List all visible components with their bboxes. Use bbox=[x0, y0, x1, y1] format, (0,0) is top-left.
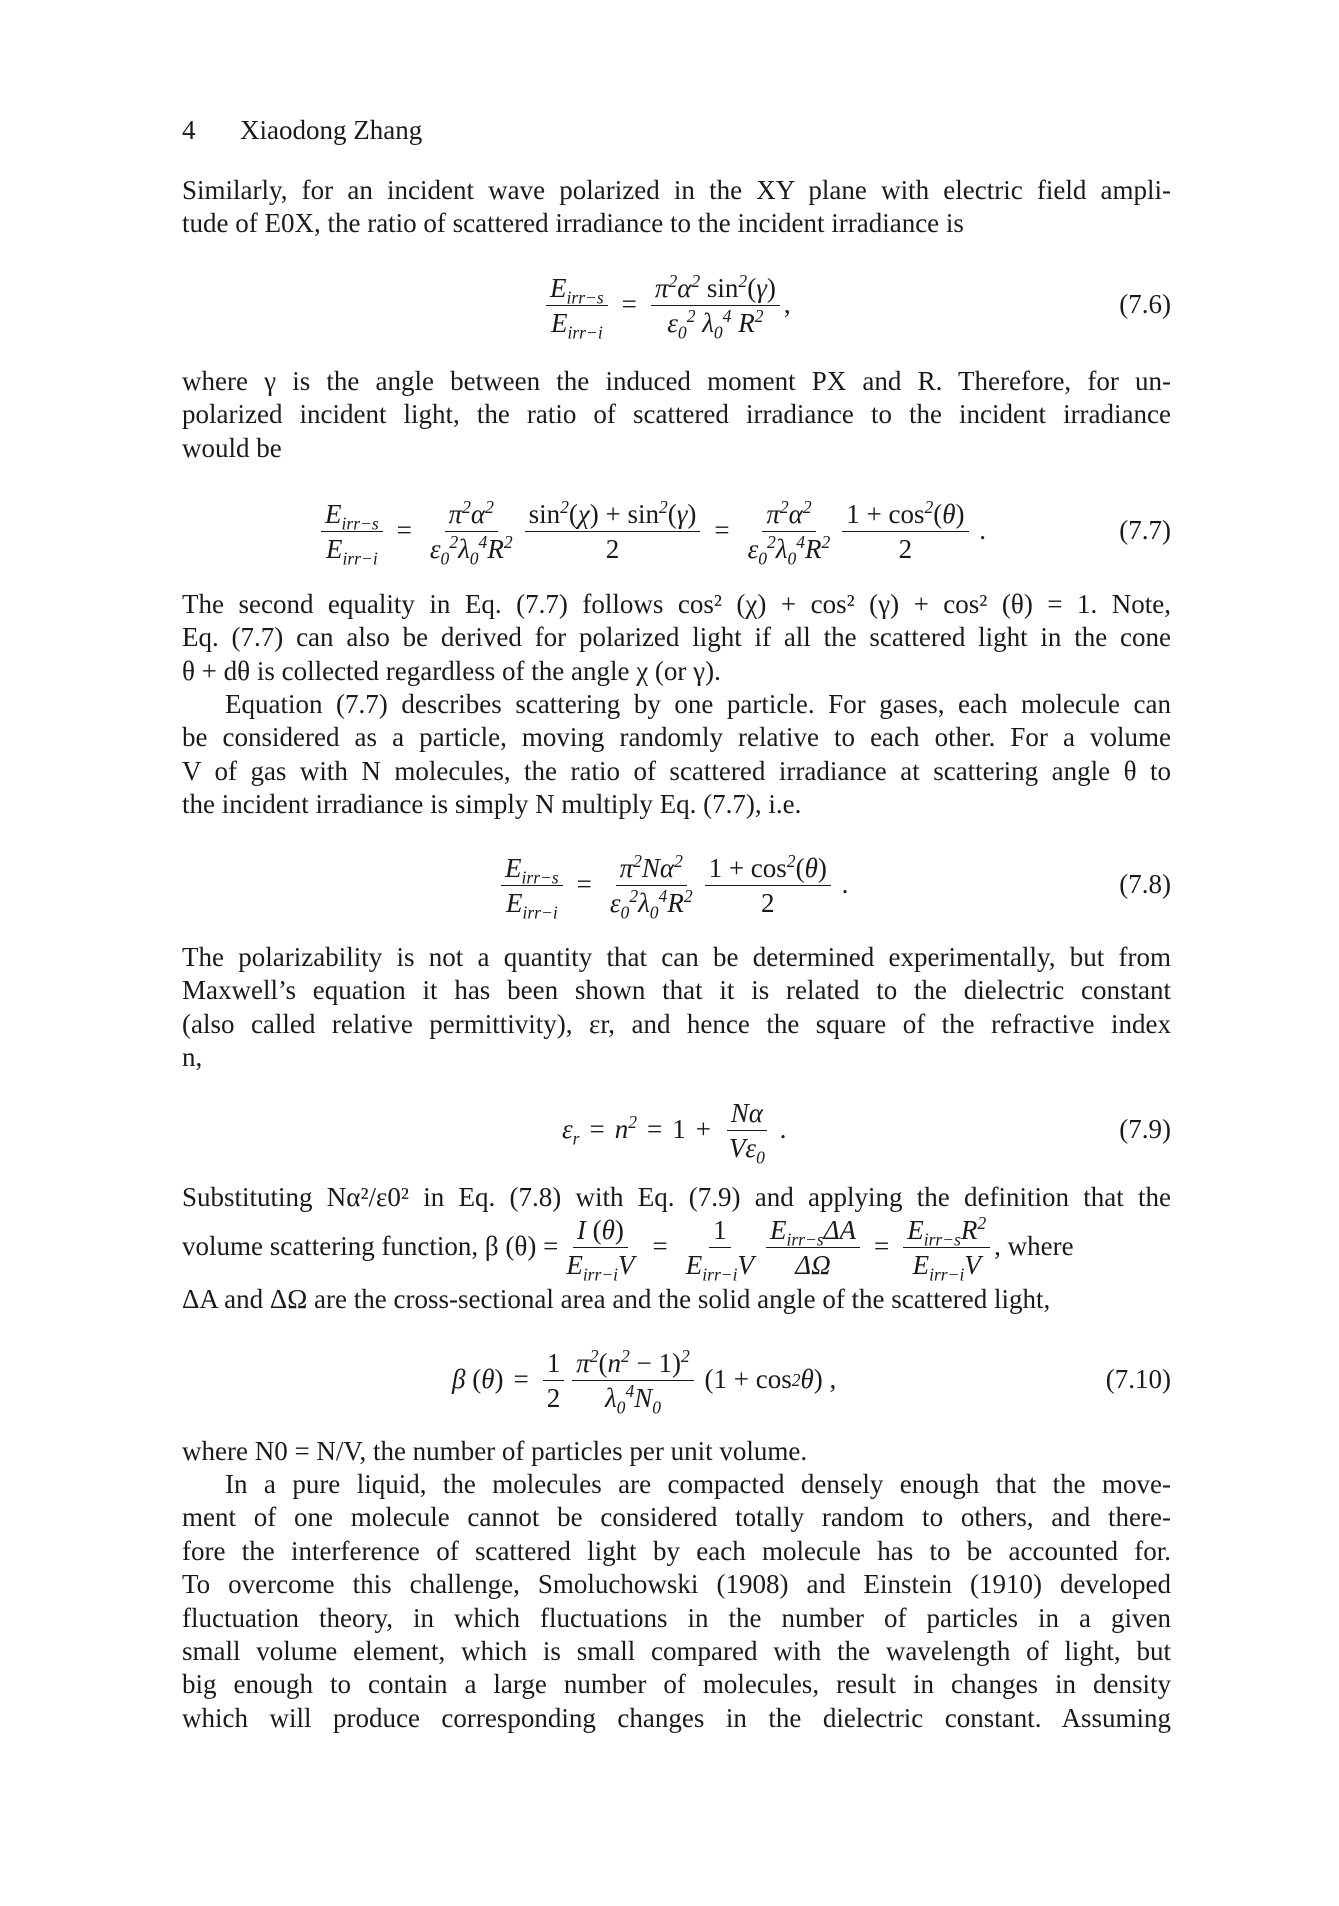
running-author: Xiaodong Zhang bbox=[240, 115, 423, 145]
paragraph-7 bbox=[182, 1435, 1171, 1468]
paragraph-1 bbox=[182, 174, 1171, 241]
equation-7-8: $\frac{E_{irr-s}}{E_{irr-i}}$ = $\frac{\pi^2N\alpha^2}{\varepsilon_0^2\lambda_0^4R^2}$ $\frac{1 + \cos^2(\theta)}{2}$ . (7.8) bbox=[182, 842, 1171, 928]
paragraph-2 bbox=[182, 365, 1171, 465]
text-line: polarized incident light, the ratio of scattered irradiance to the incident irradiance bbox=[182, 399, 1171, 430]
page-number: 4 bbox=[182, 115, 196, 145]
text-line: would be bbox=[182, 432, 282, 463]
text-line: small volume element, which is small compared with the wavelength of light, but bbox=[182, 1635, 1171, 1666]
equation-number: (7.10) bbox=[1105, 1364, 1171, 1395]
equation-number: (7.6) bbox=[1119, 289, 1171, 320]
equation-7-6: $\frac{E_{irr-s}}{E_{irr-i}}$ = $\frac{\pi^2\alpha^2 \sin^2(\gamma)}{\varepsilon_0^2 \lambda_0^4 R^2}$ , (7.6) bbox=[182, 262, 1171, 348]
paragraph-3 bbox=[182, 588, 1171, 688]
equation-7-9: $\varepsilon_r$ = $n^2$ = 1 + $\frac{N\alpha}{V\varepsilon_0}$ . (7.9) bbox=[182, 1090, 1171, 1170]
text-line: V of gas with N molecules, the ratio of scattered irradiance at scattering angle θ to bbox=[182, 755, 1171, 786]
text-line: Equation (7.7) describes scattering by one particle. For gases, each molecule can bbox=[225, 689, 1171, 719]
text-line: ΔA and ΔΩ are the cross-sectional area and the solid angle of the scattered light, bbox=[182, 1284, 1051, 1314]
text-line: n, bbox=[182, 1042, 203, 1073]
text-fragment: volume scattering function, β (θ) = bbox=[182, 1231, 559, 1262]
text-line: the incident irradiance is simply N multiply Eq. (7.7), i.e. bbox=[182, 789, 802, 820]
text-line: In a pure liquid, the molecules are compacted densely enough that the move- bbox=[225, 1469, 1171, 1499]
text-line: (also called relative permittivity), εr, and hence the square of the refractive index bbox=[182, 1008, 1171, 1039]
equation-7-10: β (θ) = $\frac{1}{2}$ $\frac{\pi^2(n^2 - 1)^2}{\lambda_0^4N_0}$ (1 + cos 2 θ ) , (7.10) bbox=[182, 1332, 1171, 1428]
text-line: To overcome this challenge, Smoluchowski (1908) and Einstein (1910) developed bbox=[182, 1569, 1171, 1600]
paragraph-6-inline-equation: volume scattering function, β (θ) = $\frac{I (\theta)}{E_{irr-i}V}$ = $\frac{1}{E_{irr-i}V}$ $\frac{E_{irr-s}\Delta A}{\Delta\Omega}$ = $\frac{E_{irr-s}R^2}{E_{irr-i}V}$ , where bbox=[182, 1212, 1074, 1284]
text-line: The polarizability is not a quantity that can be determined experimentally, but from bbox=[182, 942, 1171, 972]
text-line: fluctuation theory, in which fluctuations in the number of particles in a given bbox=[182, 1602, 1171, 1633]
text-line: tude of E0X, the ratio of scattered irradiance to the incident irradiance is bbox=[182, 208, 964, 239]
text-line: θ + dθ is collected regardless of the angle χ (or γ). bbox=[182, 655, 721, 686]
text-line: Substituting Nα²/ε0² in Eq. (7.8) with Eq. (7.9) and applying the definition that the bbox=[182, 1182, 1171, 1212]
text-fragment: , where bbox=[994, 1231, 1074, 1262]
text-line: fore the interference of scattered light by each molecule has to be accounted for. bbox=[182, 1535, 1171, 1566]
paragraph-5 bbox=[182, 941, 1171, 1075]
paragraph-4 bbox=[182, 688, 1171, 822]
equation-number: (7.8) bbox=[1119, 869, 1171, 900]
text-line: big enough to contain a large number of molecules, result in changes in density bbox=[182, 1669, 1171, 1700]
text-line: Maxwell’s equation it has been shown that it is related to the dielectric constant bbox=[182, 975, 1171, 1006]
text-line: The second equality in Eq. (7.7) follows cos² (χ) + cos² (γ) + cos² (θ) = 1. Note, bbox=[182, 589, 1171, 619]
paragraph-8 bbox=[182, 1468, 1171, 1735]
page-header bbox=[182, 114, 422, 147]
text-line: Eq. (7.7) can also be derived for polarized light if all the scattered light in the cone bbox=[182, 622, 1171, 653]
text-line: which will produce corresponding changes in the dielectric constant. Assuming bbox=[182, 1702, 1171, 1733]
text-line: be considered as a particle, moving randomly relative to each other. For a volume bbox=[182, 722, 1171, 753]
text-line: Similarly, for an incident wave polarized in the XY plane with electric field ampli- bbox=[182, 175, 1171, 205]
paragraph-6-end bbox=[182, 1283, 1171, 1316]
equation-number: (7.9) bbox=[1119, 1114, 1171, 1145]
text-line: where N0 = N/V, the number of particles per unit volume. bbox=[182, 1436, 808, 1466]
equation-number: (7.7) bbox=[1119, 515, 1171, 546]
text-line: where γ is the angle between the induced moment PX and R. Therefore, for un- bbox=[182, 366, 1171, 396]
text-line: ment of one molecule cannot be considered totally random to others, and there- bbox=[182, 1502, 1171, 1533]
paragraph-6 bbox=[182, 1181, 1171, 1214]
equation-7-7: $\frac{E_{irr-s}}{E_{irr-i}}$ = $\frac{\pi^2\alpha^2}{\varepsilon_0^2\lambda_0^4R^2}$ $\frac{\sin^2(\chi) + \sin^2(\gamma)}{2}$ = $\frac{\pi^2\alpha^2}{\varepsilon_0^2\lambda_0^4R^2}$ $\frac{1 + \cos^2(\theta)}{2}$ . (7.7) bbox=[182, 488, 1171, 574]
